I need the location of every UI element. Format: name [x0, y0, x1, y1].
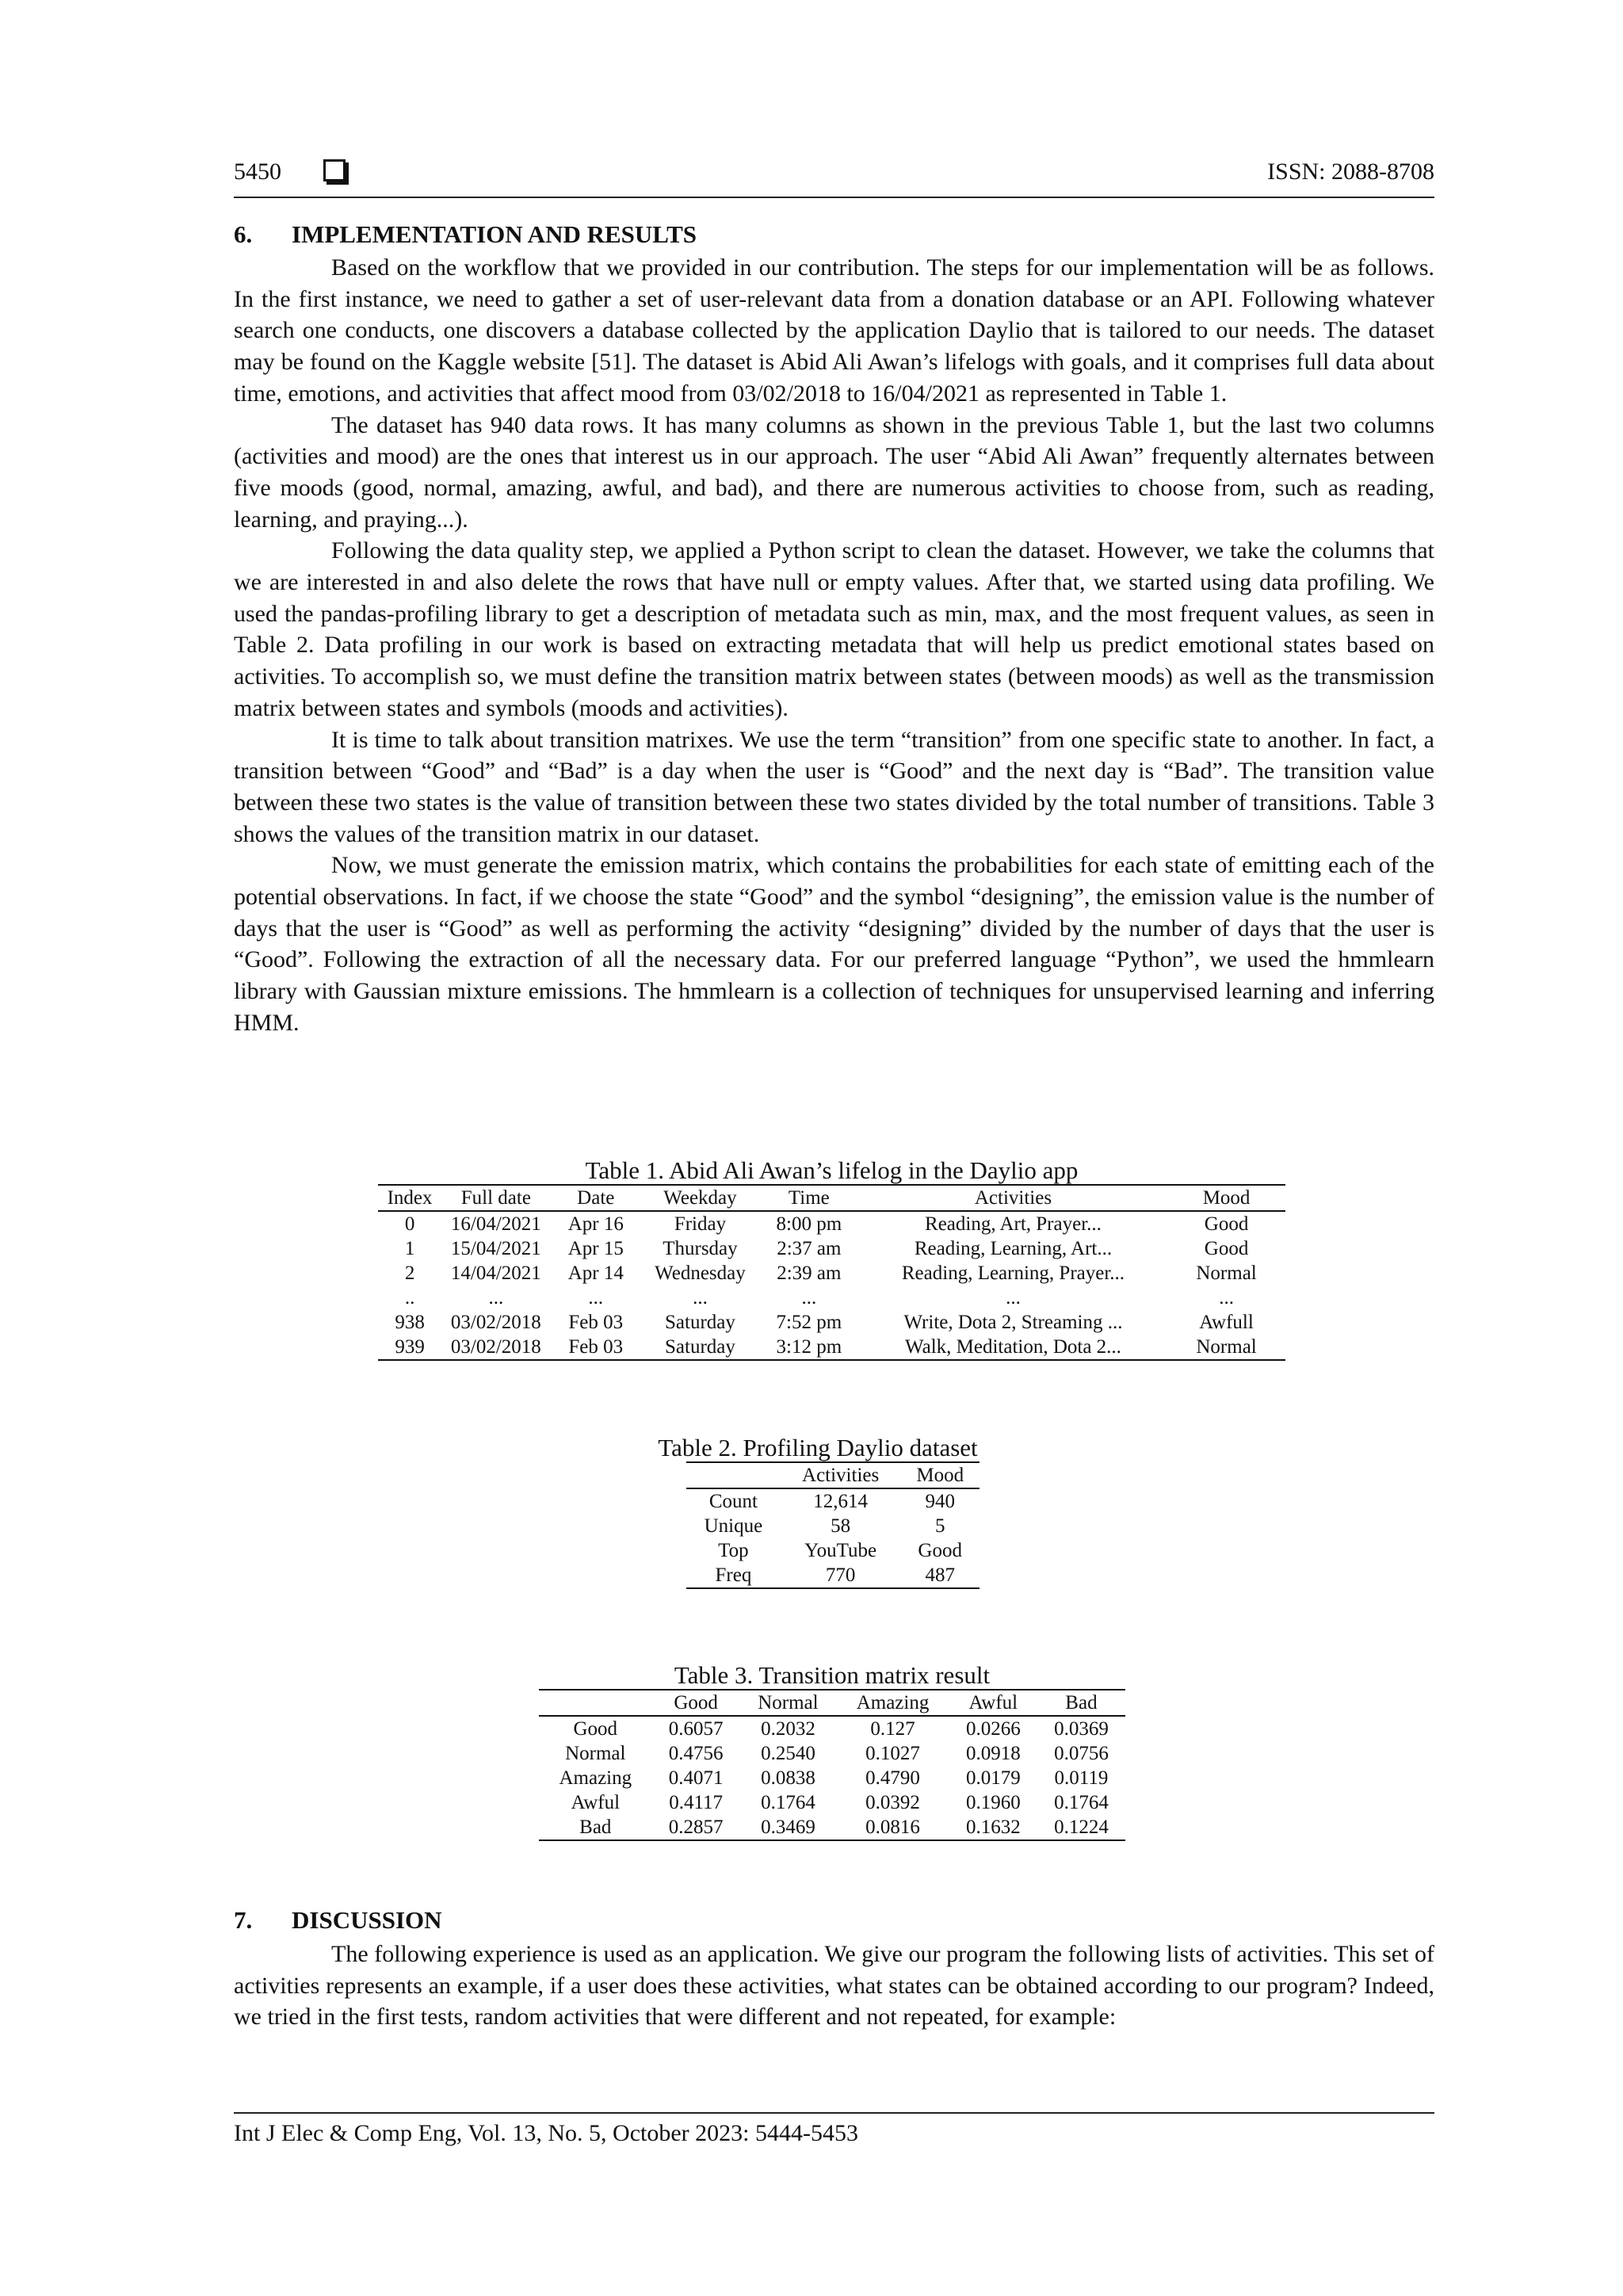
table-cell: ...: [1006, 1287, 1021, 1308]
column-header: Full date: [441, 1185, 550, 1211]
row-header: Amazing: [559, 1767, 632, 1789]
row-header: Bad: [539, 1815, 652, 1840]
table-row: [686, 1538, 980, 1563]
column-header: Weekday: [641, 1185, 759, 1211]
table-row: [378, 1310, 1285, 1335]
table-cell: 58: [831, 1515, 851, 1537]
row-header: Unique: [704, 1515, 763, 1537]
table-cell: Good: [1204, 1213, 1249, 1235]
column-header: Amazing: [836, 1690, 949, 1716]
table-cell: Good: [918, 1540, 962, 1561]
table-cell: 1: [404, 1238, 415, 1259]
table-cell: 7:52 pm: [776, 1312, 842, 1333]
table-cell: 2:39 am: [777, 1263, 842, 1284]
table-cell: Thursday: [663, 1238, 738, 1259]
section-7-body: [234, 1939, 1434, 2033]
section-title: IMPLEMENTATION AND RESULTS: [292, 220, 697, 248]
table-caption: Table 2. Profiling Daylio dataset: [658, 1434, 978, 1461]
table-cell: 0.0119: [1054, 1767, 1109, 1789]
table-row: [378, 1236, 1285, 1261]
table-cell: 0.1764: [1054, 1792, 1109, 1813]
table-cell: 0.0918: [965, 1743, 1021, 1764]
table-cell: Awfull: [1199, 1312, 1254, 1333]
lifelog-table: [378, 1184, 1285, 1361]
table-cell: 0.0816: [836, 1815, 949, 1840]
row-header: Normal: [565, 1743, 626, 1764]
table-header-row: [378, 1185, 1285, 1211]
table-3: [539, 1662, 1125, 1841]
column-header: Awful: [949, 1690, 1037, 1716]
table-cell: 0.127: [870, 1718, 915, 1740]
table-cell: 0.4117: [669, 1792, 724, 1813]
journal-footer: Int J Elec & Comp Eng, Vol. 13, No. 5, October 2023: 5444-5453: [234, 2120, 858, 2146]
table-cell: ...: [488, 1287, 504, 1308]
table-row: [539, 1815, 1125, 1840]
table-cell: ...: [588, 1287, 604, 1308]
section-heading-7: [234, 1906, 442, 1935]
row-header: Good: [573, 1718, 618, 1740]
table-row: [686, 1488, 980, 1514]
table-cell: 5: [934, 1515, 945, 1537]
profiling-table: [686, 1461, 980, 1589]
table-cell: 0.0756: [1054, 1743, 1109, 1764]
table-cell: ..: [404, 1287, 415, 1308]
table-cell: 0.4756: [668, 1743, 724, 1764]
table-cell: 12,614: [813, 1491, 868, 1512]
table-cell: Wednesday: [655, 1263, 746, 1284]
section-number: 6.: [234, 220, 253, 248]
table-cell: 938: [395, 1312, 425, 1333]
paragraph: The dataset has 940 data rows. It has many columns as shown in the previous Table 1, but the last two columns (activities and mood) are the ones that interest us in our approach. The user “Abid Ali Awan” frequently alternates between five moods (good, normal, amazing, awful, and bad), and there are numerous activities to choose from, such as reading, learning, and praying...).: [234, 411, 1434, 533]
table-cell: 15/04/2021: [450, 1238, 541, 1259]
page-number: 5450: [234, 159, 281, 185]
table-cell: 03/02/2018: [450, 1312, 541, 1333]
table-cell: 16/04/2021: [450, 1213, 541, 1235]
column-header: Date: [551, 1185, 642, 1211]
row-header: Awful: [571, 1792, 621, 1813]
column-header: Mood: [1167, 1185, 1285, 1211]
table-cell: 0.0179: [965, 1767, 1021, 1789]
page-header: [234, 152, 1434, 198]
table-cell: 0.2032: [761, 1718, 815, 1740]
table-cell: Normal: [1167, 1335, 1285, 1360]
row-header: Freq: [686, 1563, 781, 1588]
table-header-row: [539, 1690, 1125, 1716]
table-row: [378, 1335, 1285, 1360]
table-cell: YouTube: [804, 1540, 877, 1561]
footer-rule: [234, 2112, 1434, 2114]
table-cell: Apr 16: [567, 1213, 624, 1235]
table-row: [539, 1766, 1125, 1790]
table-cell: 939: [378, 1335, 441, 1360]
table-row: [378, 1286, 1285, 1310]
table-row: [539, 1741, 1125, 1766]
column-header: Normal: [740, 1690, 837, 1716]
column-header: Bad: [1037, 1690, 1125, 1716]
table-cell: Reading, Learning, Prayer...: [901, 1263, 1125, 1284]
table-cell: 0: [404, 1213, 415, 1235]
issn: ISSN: 2088-8708: [1267, 159, 1434, 185]
table-row: [686, 1514, 980, 1538]
table-cell: 0.0392: [865, 1792, 920, 1813]
table-cell: 0.1960: [965, 1792, 1021, 1813]
column-header: Index: [378, 1185, 441, 1211]
table-row: [378, 1261, 1285, 1286]
table-cell: Saturday: [641, 1335, 759, 1360]
column-header: Mood: [900, 1462, 980, 1488]
table-cell: 2: [404, 1263, 415, 1284]
table-cell: 0.0838: [761, 1767, 815, 1789]
table-cell: 14/04/2021: [450, 1263, 541, 1284]
table-cell: Apr 14: [567, 1263, 624, 1284]
column-header: Good: [652, 1690, 740, 1716]
table-cell: ...: [801, 1287, 817, 1308]
table-cell: Walk, Meditation, Dota 2...: [859, 1335, 1167, 1360]
table-1: [378, 1157, 1285, 1361]
table-cell: Reading, Learning, Art...: [914, 1238, 1113, 1259]
paragraph: The following experience is used as an application. We give our program the following lists of activities. This set of activities represents an example, if a user does these activities, what states can be obtained according to our program? Indeed, we tried in the first tests, random activities that were different and not repeated, for example:: [234, 1941, 1434, 2030]
table-cell: 0.0266: [965, 1718, 1021, 1740]
paragraph: Now, we must generate the emission matrix, which contains the probabilities for each state of emitting each of the potential observations. In fact, if we choose the state “Good” and the symbol “designing”, the emission value is the number of days that the user is “Good” as well as performing the activity “designing” divided by the number of days that the user is “Good”. Following the extraction of all the necessary data. For our preferred language “Python”, we used the hmmlearn library with Gaussian mixture emissions. The hmmlearn is a collection of techniques for unsupervised learning and inferring HMM.: [234, 852, 1434, 1036]
row-header: Top: [718, 1540, 749, 1561]
column-header: Activities: [859, 1185, 1167, 1211]
column-header: [539, 1690, 652, 1716]
table-cell: Normal: [1196, 1263, 1257, 1284]
column-header: Time: [759, 1185, 859, 1211]
section-6-body: [234, 252, 1434, 1039]
column-header: Activities: [781, 1462, 901, 1488]
table-cell: 0.3469: [740, 1815, 837, 1840]
table-row: [686, 1563, 980, 1588]
table-row: [378, 1211, 1285, 1236]
transition-matrix-table: [539, 1689, 1125, 1841]
column-header: [686, 1462, 781, 1488]
table-cell: 940: [925, 1491, 955, 1512]
table-cell: Saturday: [665, 1312, 735, 1333]
table-cell: 03/02/2018: [441, 1335, 550, 1360]
table-cell: 0.2540: [761, 1743, 815, 1764]
section-number: 7.: [234, 1906, 253, 1934]
table-cell: 770: [781, 1563, 901, 1588]
table-cell: Friday: [674, 1213, 727, 1235]
section-heading-6: [234, 220, 697, 249]
table-cell: 8:00 pm: [776, 1213, 842, 1235]
table-cell: Feb 03: [551, 1335, 642, 1360]
table-cell: 0.1632: [949, 1815, 1037, 1840]
square-bullet-icon: [323, 159, 346, 181]
table-cell: 0.0369: [1054, 1718, 1109, 1740]
table-cell: Feb 03: [568, 1312, 624, 1333]
table-cell: ...: [693, 1287, 708, 1308]
table-cell: Good: [1204, 1238, 1249, 1259]
table-cell: 0.1027: [865, 1743, 920, 1764]
table-cell: 0.1224: [1037, 1815, 1125, 1840]
row-header: Count: [708, 1491, 758, 1512]
table-cell: 2:37 am: [777, 1238, 842, 1259]
table-cell: 0.4790: [865, 1767, 920, 1789]
table-cell: Reading, Art, Prayer...: [925, 1213, 1102, 1235]
table-cell: 487: [900, 1563, 980, 1588]
table-cell: 0.6057: [668, 1718, 724, 1740]
paragraph: Based on the workflow that we provided in our contribution. The steps for our implementation will be as follows. In the first instance, we need to gather a set of user-relevant data from a donation database or an API. Following whatever search one conducts, one discovers a database collected by the application Daylio that is tailored to our needs. The dataset may be found on the Kaggle website [51]. The dataset is Abid Ali Awan’s lifelogs with goals, and it comprises full data about time, emotions, and activities that affect mood from 03/02/2018 to 16/04/2021 as represented in Table 1.: [234, 254, 1434, 407]
table-cell: Apr 15: [567, 1238, 624, 1259]
paragraph: It is time to talk about transition matrixes. We use the term “transition” from one specific state to another. In fact, a transition between “Good” and “Bad” is a day when the user is “Good” and the next day is “Bad”. The transition value between these two states is the value of transition between these two states divided by the total number of transitions. Table 3 shows the values of the transition matrix in our dataset.: [234, 726, 1434, 847]
table-2: [651, 1435, 984, 1589]
table-cell: ...: [1219, 1287, 1234, 1308]
table-caption: Table 1. Abid Ali Awan’s lifelog in the Daylio app: [585, 1156, 1079, 1184]
paragraph: Following the data quality step, we applied a Python script to clean the dataset. However, we take the columns that we are interested in and also delete the rows that have null or empty values. After that, we started using data profiling. We used the pandas-profiling library to get a description of metadata such as min, max, and the most frequent values, as seen in Table 2. Data profiling in our work is based on extracting metadata that will help us predict emotional states based on activities. To accomplish so, we must define the transition matrix between states (between moods) as well as the transmission matrix between states and symbols (moods and activities).: [234, 537, 1434, 721]
table-header-row: [686, 1462, 980, 1488]
table-cell: Write, Dota 2, Streaming ...: [903, 1312, 1123, 1333]
table-cell: 0.2857: [652, 1815, 740, 1840]
table-row: [539, 1790, 1125, 1815]
table-cell: 0.1764: [761, 1792, 815, 1813]
section-title: DISCUSSION: [292, 1906, 442, 1934]
table-cell: 0.4071: [668, 1767, 724, 1789]
table-caption: Table 3. Transition matrix result: [674, 1661, 991, 1689]
table-row: [539, 1716, 1125, 1741]
table-cell: 3:12 pm: [759, 1335, 859, 1360]
